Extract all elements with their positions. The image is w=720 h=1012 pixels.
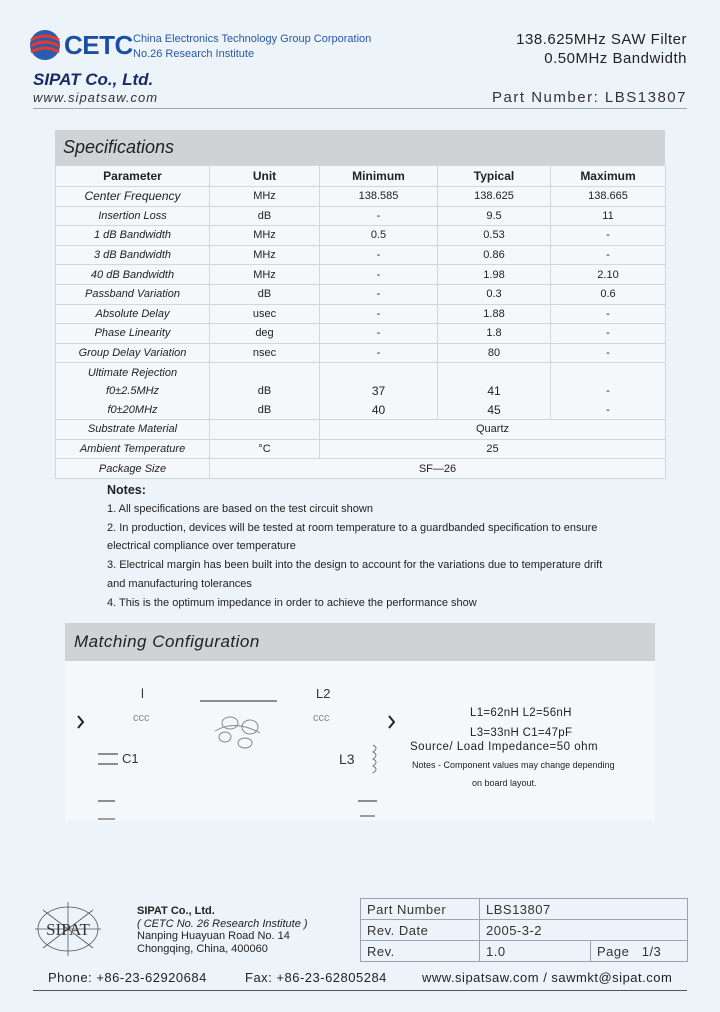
table-row [56,439,666,459]
note-line: electrical compliance over temperature [107,540,296,553]
footer-phone: Phone: +86-23-62920684 [48,970,207,985]
part-number-label: Part Number: [492,89,600,106]
param-cell: Phase Linearity [56,324,210,344]
note-line: 2. In production, devices will be tested at room temperature to a guardbanded specification to ensure [107,521,598,534]
column-header: Unit [210,166,320,187]
typ-cell: 9.5 [438,206,551,226]
rejection-row [56,382,666,401]
typ-cell: 1.98 [438,265,551,285]
typ-cell: 1.8 [438,324,551,344]
unit-cell: MHz [210,265,320,285]
table-row [56,324,666,344]
table-header-row [56,166,666,187]
page-cell [591,941,688,962]
impedance-text: Source/ Load Impedance=50 ohm [410,741,599,753]
product-frequency: 138.625MHz SAW Filter [516,31,687,48]
svg-text:ccc: ccc [133,712,150,724]
typ-cell: 0.53 [438,226,551,246]
min-cell: - [320,284,438,304]
param-cell: Insertion Loss [56,206,210,226]
min-cell: - [320,343,438,363]
merged-value-cell: Quartz [320,420,666,440]
document-info-table [360,898,688,962]
table-row [56,304,666,324]
table-row [56,187,666,207]
unit-cell: °C [210,439,320,459]
column-header: Typical [438,166,551,187]
unit-cell: MHz [210,245,320,265]
min-cell: 40 [320,401,438,420]
max-cell: 138.665 [551,187,666,207]
website-link[interactable]: www.sipatsaw.com [33,90,159,105]
footer-address [137,905,308,955]
param-cell: 1 dB Bandwidth [56,226,210,246]
unit-cell: dB [210,206,320,226]
unit-cell: deg [210,324,320,344]
institute-line1: China Electronics Technology Group Corporation [133,33,372,45]
rev-date-value: 2005-3-2 [480,920,688,941]
unit-cell: dB [210,401,320,420]
part-number-line [492,89,687,106]
label-l1: l [141,686,144,701]
cetc-logo-text: CETC [64,30,133,60]
page-value: 1/3 [641,943,662,959]
footer-web-email[interactable]: www.sipatsaw.com / sawmkt@sipat.com [422,970,673,985]
min-cell: 0.5 [320,226,438,246]
company-name: SIPAT Co., Ltd. [33,70,154,89]
max-cell: 2.10 [551,265,666,285]
unit-cell: nsec [210,343,320,363]
product-title [516,30,687,68]
unit-cell [210,420,320,440]
matching-circuit-diagram [65,661,395,821]
table-row [56,265,666,285]
max-cell: - [551,401,666,420]
note-line: and manufacturing tolerances [107,577,252,590]
min-cell [320,363,438,382]
typ-cell: 0.86 [438,245,551,265]
column-header: Maximum [551,166,666,187]
footer-company: SIPAT Co., Ltd. [137,905,215,917]
sipat-logo-text: SIPAT [46,920,90,939]
page-label: Page [597,943,630,959]
rev-label: Rev. [361,941,480,962]
typ-cell: 41 [438,382,551,401]
rejection-row [56,401,666,420]
table-row [56,226,666,246]
max-cell: - [551,382,666,401]
table-row [56,420,666,440]
specifications-title: Specifications [55,130,665,165]
max-cell: - [551,245,666,265]
max-cell: - [551,226,666,246]
column-header: Minimum [320,166,438,187]
unit-cell: dB [210,382,320,401]
institute-name [133,32,371,62]
matching-title: Matching Configuration [65,623,655,661]
unit-cell: MHz [210,187,320,207]
institute-line2: No.26 Research Institute [133,48,255,60]
table-row [56,206,666,226]
label-l3: L3 [339,751,355,767]
svg-text:ccc: ccc [313,712,330,724]
param-cell: Passband Variation [56,284,210,304]
typ-cell [438,363,551,382]
footer-street: Nanping Huayuan Road No. 14 [137,930,290,942]
typ-cell: 0.3 [438,284,551,304]
part-number-label: Part Number [361,899,480,920]
product-bandwidth: 0.50MHz Bandwidth [544,50,687,67]
param-cell: 3 dB Bandwidth [56,245,210,265]
component-note-line2: on board layout. [472,778,537,788]
max-cell: - [551,324,666,344]
param-cell: Center Frequency [56,187,210,207]
footer-institute: ( CETC No. 26 Research Institute ) [137,917,308,930]
rev-value: 1.0 [480,941,591,962]
values-line1: L1=62nH L2=56nH [470,707,572,719]
part-number-value: LBS13807 [480,899,688,920]
min-cell: - [320,304,438,324]
rejection-row [56,363,666,382]
part-number-value: LBS13807 [604,89,687,106]
max-cell: 11 [551,206,666,226]
min-cell: - [320,245,438,265]
note-line: 4. This is the optimum impedance in order to achieve the performance show [107,596,477,609]
param-cell: Package Size [56,459,210,479]
note-line: 1. All specifications are based on the test circuit shown [107,502,373,515]
min-cell: - [320,265,438,285]
min-cell: 138.585 [320,187,438,207]
min-cell: - [320,324,438,344]
typ-cell: 45 [438,401,551,420]
max-cell: - [551,304,666,324]
specifications-table [55,165,666,479]
label-c1: C1 [122,751,139,766]
cetc-logo-icon [28,28,62,62]
header-divider [33,108,687,109]
table-row [56,284,666,304]
footer-divider [33,990,687,991]
param-cell: Absolute Delay [56,304,210,324]
param-cell: f0±20MHz [56,401,210,420]
max-cell [551,363,666,382]
table-row [56,459,666,479]
max-cell: - [551,343,666,363]
merged-value-cell: SF—26 [210,459,666,479]
min-cell: 37 [320,382,438,401]
typ-cell: 1.88 [438,304,551,324]
table-row [56,343,666,363]
notes-title: Notes: [107,483,146,497]
table-row [361,941,688,962]
table-row [56,245,666,265]
param-cell: Ambient Temperature [56,439,210,459]
table-row [361,899,688,920]
param-cell: Group Delay Variation [56,343,210,363]
typ-cell: 80 [438,343,551,363]
unit-cell: dB [210,284,320,304]
specifications-section [55,130,665,479]
sipat-logo [33,900,103,958]
param-cell: Substrate Material [56,420,210,440]
values-line2: L3=33nH C1=47pF [470,727,573,739]
table-row [361,920,688,941]
max-cell: 0.6 [551,284,666,304]
column-header: Parameter [56,166,210,187]
merged-value-cell: 25 [320,439,666,459]
param-cell: f0±2.5MHz [56,382,210,401]
param-cell: 40 dB Bandwidth [56,265,210,285]
component-note-line1: Notes - Component values may change depending [412,760,615,770]
unit-cell: MHz [210,226,320,246]
component-values [470,703,572,743]
param-cell: Ultimate Rejection [56,363,210,382]
footer-fax: Fax: +86-23-62805284 [245,970,387,985]
typ-cell: 138.625 [438,187,551,207]
unit-cell: usec [210,304,320,324]
rev-date-label: Rev. Date [361,920,480,941]
min-cell: - [320,206,438,226]
notes-section [107,481,602,613]
unit-cell [210,363,320,382]
note-line: 3. Electrical margin has been built into the design to account for the variations due to temperature drift [107,559,603,572]
footer-city: Chongqing, China, 400060 [137,942,268,955]
label-l2: L2 [316,686,331,701]
